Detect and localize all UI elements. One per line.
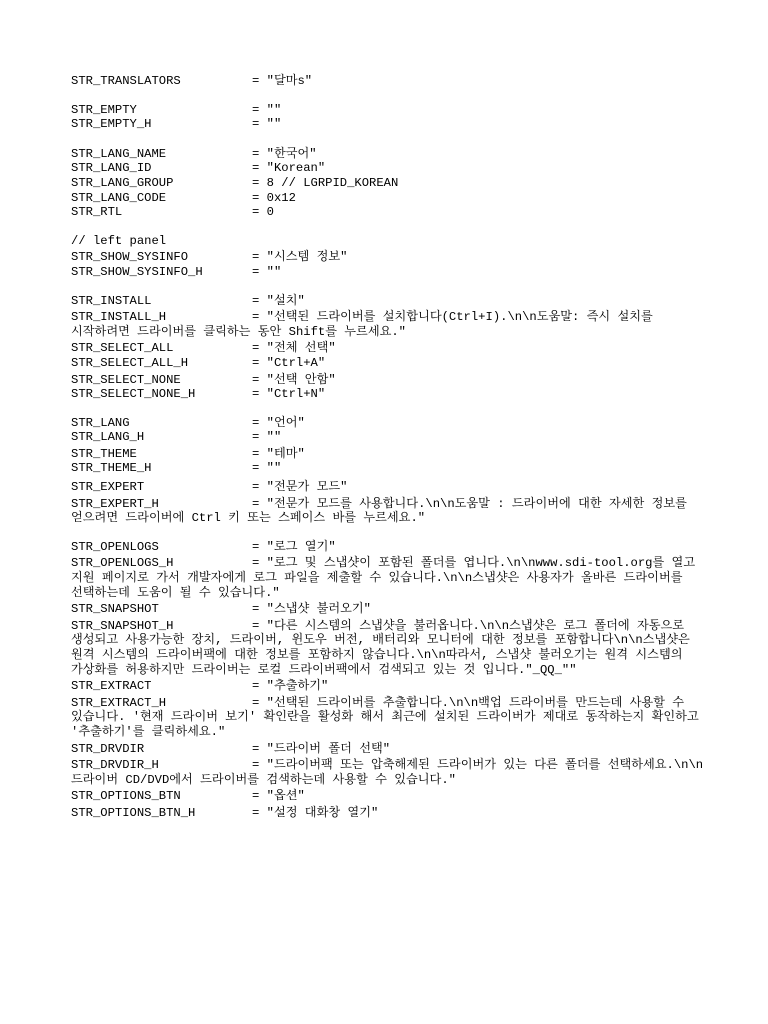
entry-key: STR_DRVDIR_H [71,758,159,773]
entry-value: = "옵션" [252,789,305,804]
entry-value: = 8 // LGRPID_KOREAN [252,175,399,190]
string-entry [71,310,711,325]
entry-key: STR_OPTIONS_BTN_H [71,805,196,820]
string-entry [71,497,711,512]
entry-key: STR_RTL [71,205,123,220]
entry-key: STR_INSTALL_H [71,310,167,325]
entry-value: = "선택 안함" [252,372,336,387]
entry-value: = "Ctrl+N" [252,387,326,402]
entry-key: STR_OPTIONS_BTN [71,789,181,804]
entry-value: = "드라이버팩 또는 압축해제된 드라이버가 있는 다른 폴더를 선택하세요.\n\n [252,758,704,773]
string-entry [71,742,711,757]
text-line: // left panel [71,233,167,248]
document-body [71,74,711,821]
text-line: 있습니다. '현재 드라이버 보기' 확인란을 활성화 해서 최근에 설치된 드라이버가 제대로 동작하는지 확인하고 [71,710,699,725]
entry-value: = "" [252,461,282,476]
entry-key: STR_THEME [71,446,137,461]
spacer [71,402,711,416]
string-entry [71,294,711,309]
entry-value: = "스냅샷 불러오기" [252,602,371,617]
string-entry [71,103,711,118]
entry-key: STR_SELECT_ALL [71,341,174,356]
text-line: 얻으려면 드라이버에 Ctrl 키 또는 스페이스 바를 누르세요." [71,511,426,526]
string-entry [71,250,711,265]
entry-value: = "테마" [252,446,305,461]
string-entry [71,430,711,445]
entry-key: STR_LANG_ID [71,161,152,176]
string-entry [71,387,711,402]
string-entry [71,147,711,162]
string-entry [71,341,711,356]
entry-key: STR_SELECT_ALL_H [71,355,189,370]
entry-key: STR_DRVDIR [71,741,145,756]
text-line: 시작하려면 드라이버를 클릭하는 동안 Shift를 누르세요." [71,324,406,339]
entry-key: STR_EMPTY_H [71,117,152,132]
entry-key: STR_SNAPSHOT [71,602,159,617]
entry-value: = "Ctrl+A" [252,355,326,370]
entry-key: STR_LANG_CODE [71,190,167,205]
text-line: '추출하기'를 클릭하세요." [71,724,226,739]
entry-key: STR_EMPTY [71,102,137,117]
entry-value: = "로그 열기" [252,539,336,554]
entry-key: STR_TRANSLATORS [71,74,181,88]
text-line: 가상화를 허용하지만 드라이버는 로컬 드라이버팩에서 검색되고 있는 것 입니다."_QQ_"" [71,662,577,677]
string-entry [71,806,711,821]
string-entry [71,74,711,89]
string-entry [71,461,711,476]
entry-key: STR_SELECT_NONE_H [71,387,196,402]
entry-value: = "시스템 정보" [252,250,348,265]
string-entry [71,540,711,555]
string-entry [71,602,711,617]
entry-value: = "" [252,264,282,279]
string-entry [71,176,711,191]
entry-value: = "설치" [252,293,305,308]
entry-key: STR_OPENLOGS [71,539,159,554]
entry-value: = "한국어" [252,146,317,161]
entry-value: = 0 [252,205,274,220]
entry-value: = "추출하기" [252,679,329,694]
entry-key: STR_EXPERT_H [71,496,159,511]
string-entry [71,619,711,634]
string-entry [71,191,711,206]
entry-value: = 0x12 [252,190,296,205]
entry-key: STR_SHOW_SYSINFO [71,250,189,265]
entry-value: = "드라이버 폴더 선택" [252,741,391,756]
entry-key: STR_SNAPSHOT_H [71,618,174,633]
entry-value: = "" [252,102,282,117]
text-line: 지원 페이지로 가서 개발자에게 로그 파일을 제출할 수 있습니다.\n\n스냅샷은 사용자가 올바른 드라이버를 [71,571,683,586]
text-line: 선택하는데 도움이 될 수 있습니다." [71,585,280,600]
entry-key: STR_LANG_NAME [71,146,167,161]
entry-key: STR_EXTRACT [71,679,152,694]
entry-key: STR_LANG_GROUP [71,175,174,190]
spacer [71,526,711,540]
string-entry [71,416,711,431]
entry-value: = "언어" [252,415,305,430]
text-line: 원격 시스템의 드라이버팩에 대한 정보를 포함하지 않습니다.\n\n따라서, 스냅샷 불러오기는 원격 시스템의 [71,648,683,662]
spacer [71,220,711,234]
string-entry [71,447,711,462]
string-entry [71,696,711,711]
entry-value: = "선택된 드라이버를 설치합니다(Ctrl+I).\n\n도움말: 즉시 설치를 [252,310,653,325]
string-entry [71,205,711,220]
entry-key: STR_THEME_H [71,461,152,476]
string-entry [71,356,711,371]
string-entry [71,161,711,176]
entry-key: STR_OPENLOGS_H [71,556,174,571]
spacer [71,280,711,294]
entry-value: = "Korean" [252,161,326,176]
entry-value: = "달마s" [252,74,313,88]
entry-value: = "로그 및 스냅샷이 포함된 폴더를 엽니다.\n\nwww.sdi-tool.org를 열고 [252,556,696,571]
entry-value: = "" [252,117,282,132]
entry-value: = "설정 대화창 열기" [252,805,379,820]
string-entry [71,758,711,773]
entry-value: = "다른 시스템의 스냅샷을 불러옵니다.\n\n스냅샷은 로그 폴더에 자동으로 [252,618,685,633]
entry-key: STR_INSTALL [71,293,152,308]
entry-value: = "전문가 모드를 사용합니다.\n\n도움말 : 드라이버에 대한 자세한 정보를 [252,496,687,511]
entry-key: STR_SELECT_NONE [71,372,181,387]
entry-key: STR_LANG [71,415,130,430]
spacer [71,89,711,103]
string-entry [71,789,711,804]
entry-key: STR_EXTRACT_H [71,695,167,710]
entry-key: STR_SHOW_SYSINFO_H [71,264,203,279]
entry-key: STR_LANG_H [71,430,145,445]
entry-value: = "" [252,430,282,445]
text-line: 생성되고 사용가능한 장치, 드라이버, 윈도우 버전, 배터리와 모니터에 대한 정보를 포함합니다\n\n스냅샷은 [71,633,690,648]
entry-key: STR_EXPERT [71,480,145,495]
text-line: 드라이버 CD/DVD에서 드라이버를 검색하는데 사용할 수 있습니다." [71,772,456,787]
entry-value: = "선택된 드라이버를 추출합니다.\n\n백업 드라이버를 만드는데 사용할 수 [252,695,685,710]
string-entry [71,556,711,571]
spacer [71,132,711,146]
string-entry [71,480,711,495]
entry-value: = "전체 선택" [252,341,336,356]
string-entry [71,265,711,280]
string-entry [71,117,711,132]
entry-value: = "전문가 모드" [252,480,348,495]
string-entry [71,373,711,388]
string-entry [71,679,711,694]
